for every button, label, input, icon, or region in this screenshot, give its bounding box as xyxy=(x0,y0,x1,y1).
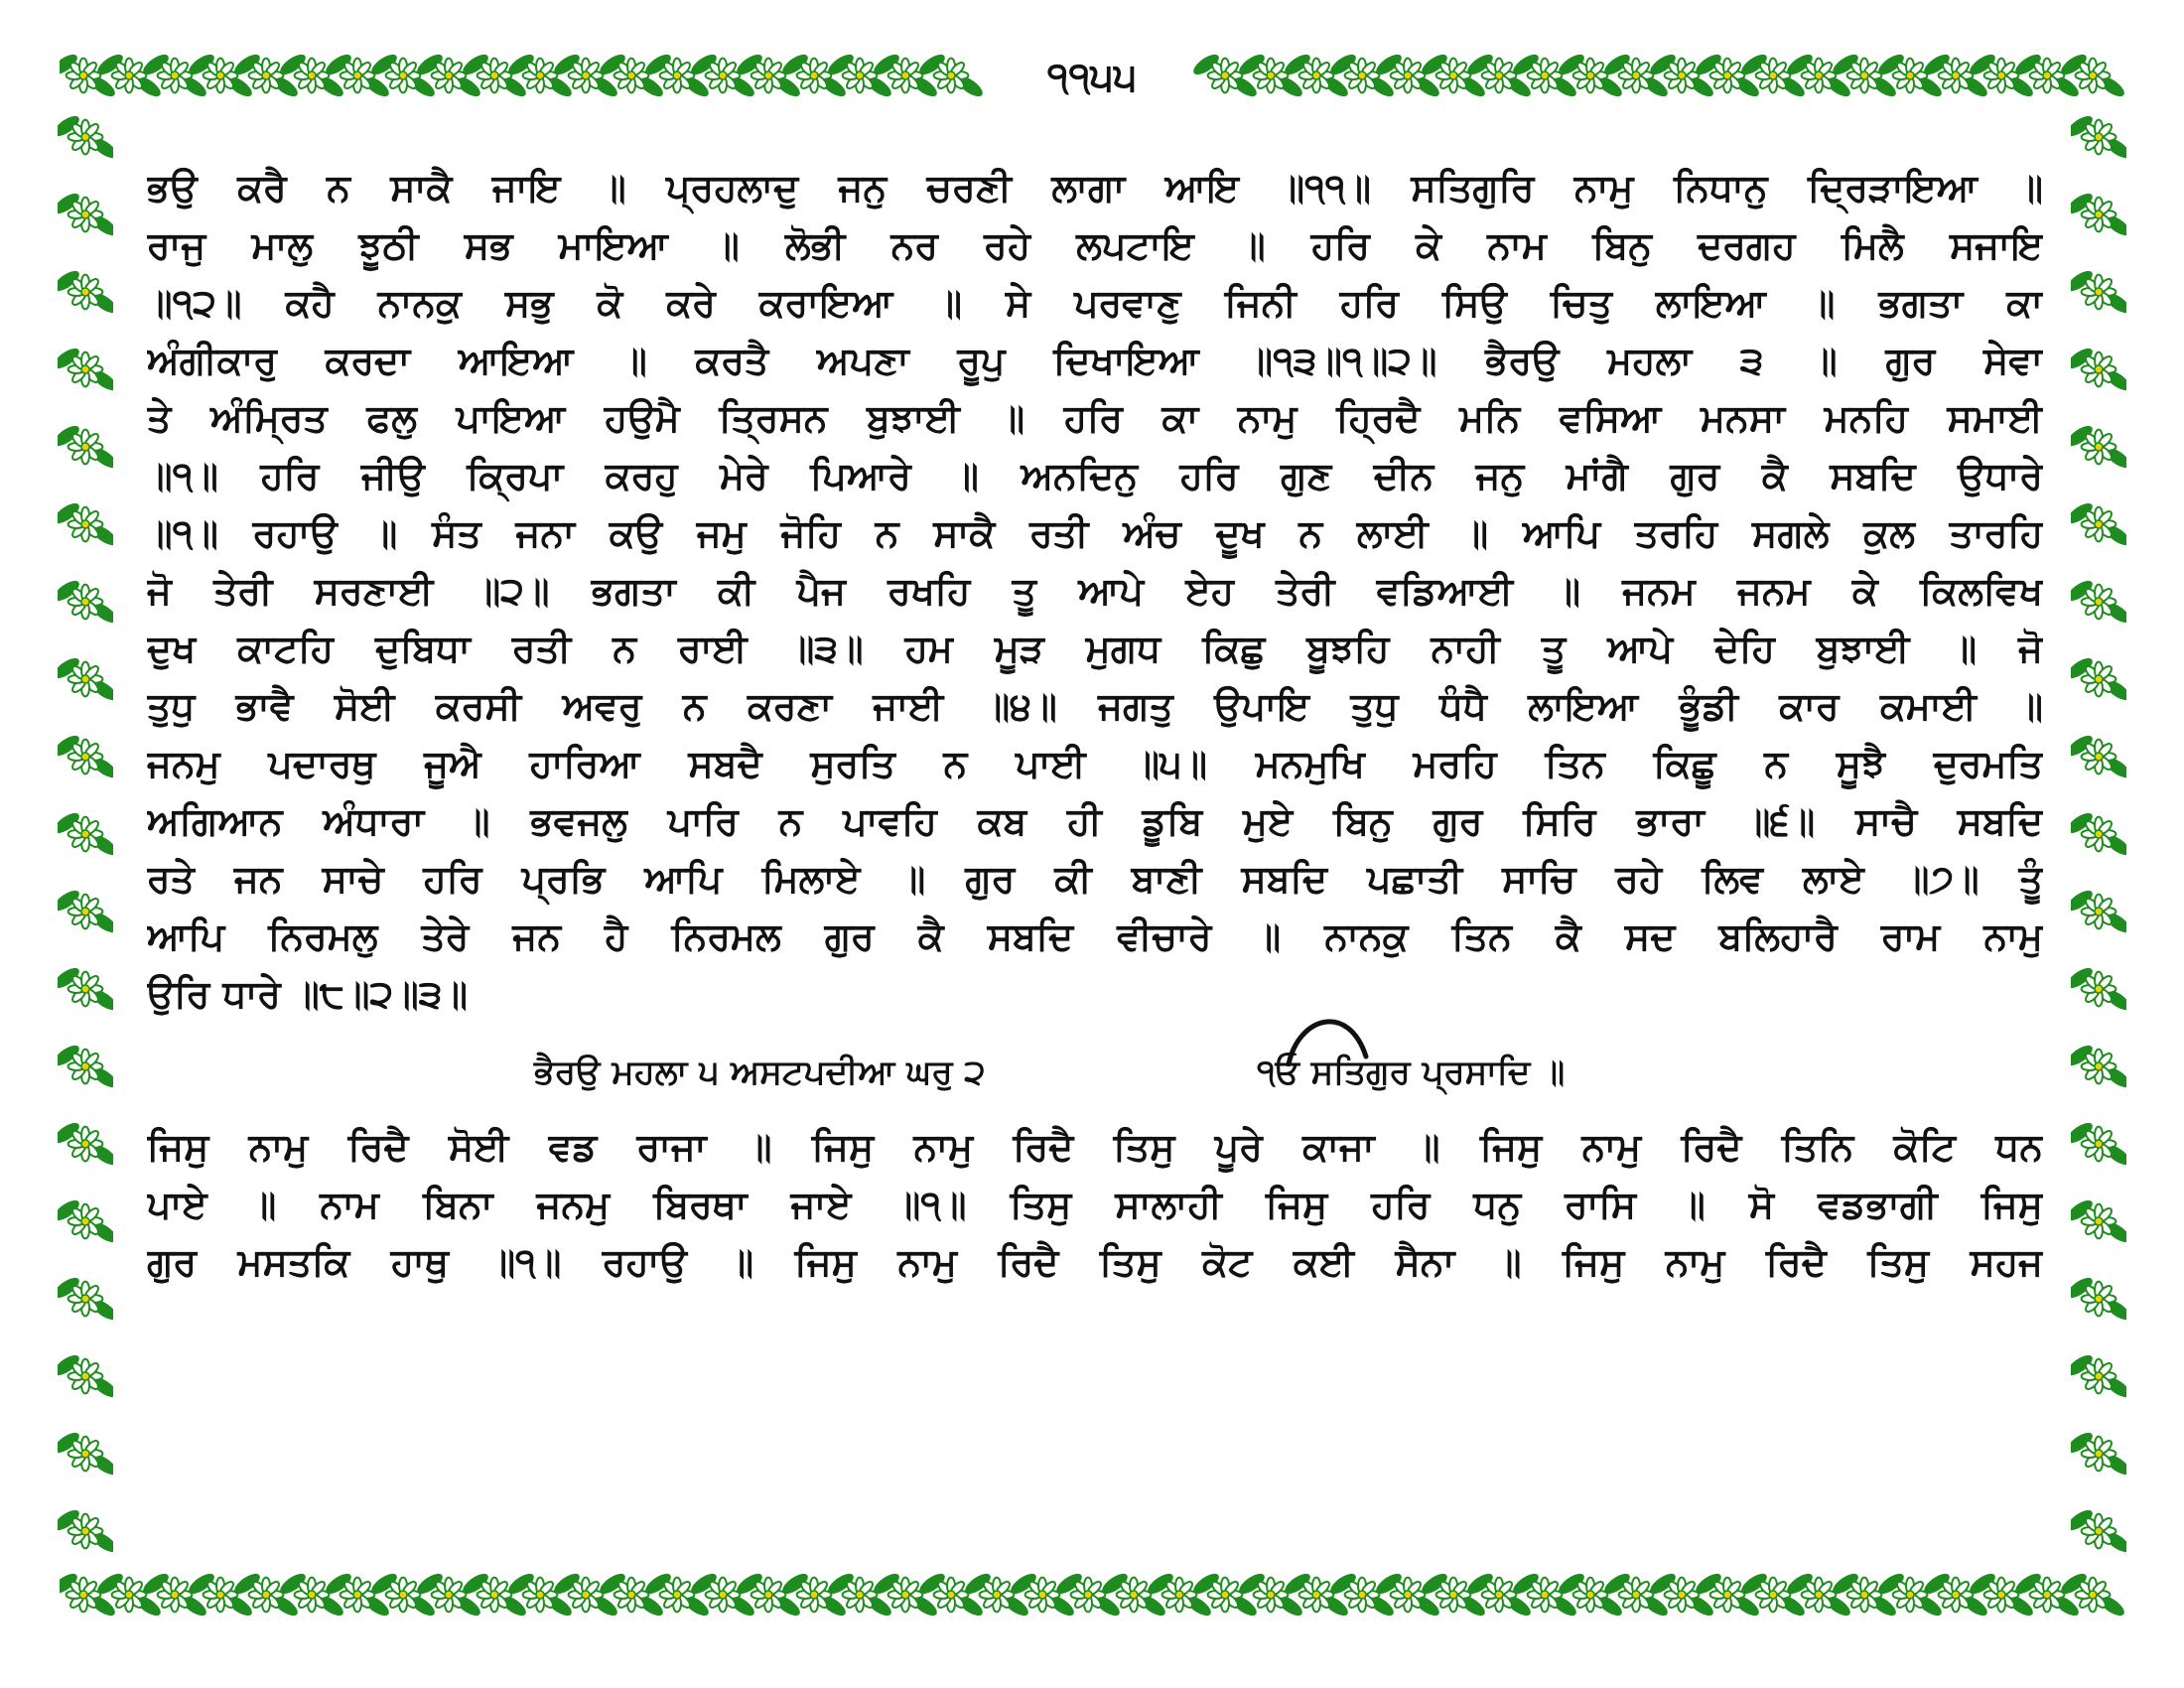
flower-ornament-icon xyxy=(58,1351,113,1401)
flower-ornament-icon xyxy=(58,577,113,627)
flower-ornament-icon xyxy=(58,1196,113,1246)
flower-ornament-icon xyxy=(2071,422,2126,472)
text-line: ਜਿਸੁ ਨਾਮੁ ਰਿਦੈ ਸੋਈ ਵਡ ਰਾਜਾ ॥ ਜਿਸੁ ਨਾਮੁ ਰਿਦੈ ਤਿਸੁ ਪੂਰੇ ਕਾਜਾ ॥ ਜਿਸੁ ਨਾਮੁ ਰਿਦੈ ਤਿਨਿ ਕੋਟਿ ਧਨ xyxy=(147,1125,2043,1169)
flower-ornament-icon xyxy=(2071,1506,2126,1556)
flower-ornament-icon xyxy=(2071,654,2126,704)
flower-ornament-icon xyxy=(58,190,113,239)
flower-ornament-icon xyxy=(2071,499,2126,549)
text-line: ਅੰਗੀਕਾਰੁ ਕਰਦਾ ਆਇਆ ॥ ਕਰਤੈ ਅਪਣਾ ਰੂਪੁ ਦਿਖਾਇਆ ॥੧੩॥੧॥੨॥ ਭੈਰਉ ਮਹਲਾ ੩ ॥ ਗੁਰ ਸੇਵਾ xyxy=(147,339,2043,382)
text-line: ਰਾਜੁ ਮਾਲੁ ਝੂਠੀ ਸਭ ਮਾਇਆ ॥ ਲੋਭੀ ਨਰ ਰਹੇ ਲਪਟਾਇ ॥ ਹਰਿ ਕੇ ਨਾਮ ਬਿਨੁ ਦਰਗਹ ਮਿਲੈ ਸਜਾਇ xyxy=(147,223,2043,267)
text-line: ਦੁਖ ਕਾਟਹਿ ਦੁਬਿਧਾ ਰਤੀ ਨ ਰਾਈ ॥੩॥ ਹਮ ਮੂੜ ਮੁਗਧ ਕਿਛੁ ਬੂਝਹਿ ਨਾਹੀ ਤੂ ਆਪੇ ਦੇਹਿ ਬੁਝਾਈ ॥ ਜੋ xyxy=(147,627,2043,670)
flower-ornament-icon xyxy=(58,1506,113,1556)
text-line: ਰਤੇ ਜਨ ਸਾਚੇ ਹਰਿ ਪ੍ਰਭਿ ਆਪਿ ਮਿਲਾਏ ॥ ਗੁਰ ਕੀ ਬਾਣੀ ਸਬਦਿ ਪਛਾਤੀ ਸਾਚਿ ਰਹੇ ਲਿਵ ਲਾਏ ॥੭॥ ਤੂੰ xyxy=(147,857,2043,901)
text-line: ਆਪਿ ਨਿਰਮਲੁ ਤੇਰੇ ਜਨ ਹੈ ਨਿਰਮਲ ਗੁਰ ਕੈ ਸਬਦਿ ਵੀਚਾਰੇ ॥ ਨਾਨਕੁ ਤਿਨ ਕੈ ਸਦ ਬਲਿਹਾਰੈ ਰਾਮ ਨਾਮੁ xyxy=(147,914,2043,958)
bottom-floral-border xyxy=(60,1567,2124,1622)
flower-ornament-icon xyxy=(58,1274,113,1324)
flower-ornament-icon xyxy=(58,499,113,549)
flower-ornament-icon xyxy=(2071,887,2126,936)
flower-ornament-icon xyxy=(58,267,113,317)
flower-ornament-icon xyxy=(58,1429,113,1478)
flower-ornament-icon xyxy=(58,964,113,1014)
text-line: ਪਾਏ ॥ ਨਾਮ ਬਿਨਾ ਜਨਮੁ ਬਿਰਥਾ ਜਾਏ ॥੧॥ ਤਿਸੁ ਸਾਲਾਹੀ ਜਿਸੁ ਹਰਿ ਧਨੁ ਰਾਸਿ ॥ ਸੋ ਵਡਭਾਗੀ ਜਿਸੁ xyxy=(147,1183,2043,1226)
flower-ornament-icon xyxy=(58,887,113,936)
flower-ornament-icon xyxy=(2071,577,2126,627)
text-line: ॥੧੨॥ ਕਹੈ ਨਾਨਕੁ ਸਭੁ ਕੋ ਕਰੇ ਕਰਾਇਆ ॥ ਸੇ ਪਰਵਾਣੁ ਜਿਨੀ ਹਰਿ ਸਿਉ ਚਿਤੁ ਲਾਇਆ ॥ ਭਗਤਾ ਕਾ xyxy=(147,281,2043,325)
flower-ornament-icon xyxy=(2071,1274,2126,1324)
flower-ornament-icon xyxy=(58,732,113,781)
text-line: ਅਗਿਆਨ ਅੰਧਾਰਾ ॥ ਭਵਜਲੁ ਪਾਰਿ ਨ ਪਾਵਹਿ ਕਬ ਹੀ ਡੂਬਿ ਮੁਏ ਬਿਨੁ ਗੁਰ ਸਿਰਿ ਭਾਰਾ ॥੬॥ ਸਾਚੈ ਸਬਦਿ xyxy=(147,799,2043,843)
flower-ornament-icon xyxy=(2071,1429,2126,1478)
text-line: ॥੧॥ ਹਰਿ ਜੀਉ ਕ੍ਰਿਪਾ ਕਰਹੁ ਮੇਰੇ ਪਿਆਰੇ ॥ ਅਨਦਿਨੁ ਹਰਿ ਗੁਣ ਦੀਨ ਜਨੁ ਮਾਂਗੈ ਗੁਰ ਕੈ ਸਬਦਿ ਉਧਾਰੇ xyxy=(147,454,2043,497)
flower-ornament-icon xyxy=(58,345,113,394)
flower-ornament-icon xyxy=(2071,1351,2126,1401)
flower-ornament-icon xyxy=(2071,1042,2126,1091)
flower-ornament-icon xyxy=(2071,809,2126,859)
flower-ornament-icon xyxy=(58,1042,113,1091)
text-line: ਭਉ ਕਰੈ ਨ ਸਾਕੈ ਜਾਇ ॥ ਪ੍ਰਹਲਾਦੁ ਜਨੁ ਚਰਣੀ ਲਾਗਾ ਆਇ ॥੧੧॥ ਸਤਿਗੁਰਿ ਨਾਮੁ ਨਿਧਾਨੁ ਦ੍ਰਿੜਾਇਆ ॥ xyxy=(147,166,2043,210)
scripture-text xyxy=(147,159,2043,1291)
flower-ornament-icon xyxy=(58,809,113,859)
section-heading-title: ਭੈਰਉ ਮਹਲਾ ੫ ਅਸਟਪਦੀਆ ਘਰੁ ੨ xyxy=(534,1053,986,1092)
left-floral-border xyxy=(58,107,113,1567)
flower-ornament-icon xyxy=(2071,345,2126,394)
flower-ornament-icon xyxy=(2071,1119,2126,1169)
flower-ornament-icon xyxy=(2071,190,2126,239)
text-line: ਤੁਧੁ ਭਾਵੈ ਸੋਈ ਕਰਸੀ ਅਵਰੁ ਨ ਕਰਣਾ ਜਾਈ ॥੪॥ ਜਗਤੁ ਉਪਾਇ ਤੁਧੁ ਧੰਧੈ ਲਾਇਆ ਭੂੰਡੀ ਕਾਰ ਕਮਾਈ ॥ xyxy=(147,684,2043,728)
text-line: ਜੋ ਤੇਰੀ ਸਰਣਾਈ ॥੨॥ ਭਗਤਾ ਕੀ ਪੈਜ ਰਖਹਿ ਤੂ ਆਪੇ ਏਹ ਤੇਰੀ ਵਡਿਆਈ ॥ ਜਨਮ ਜਨਮ ਕੇ ਕਿਲਵਿਖ xyxy=(147,569,2043,613)
flower-ornament-icon xyxy=(2071,964,2126,1014)
text-line: ਜਨਮੁ ਪਦਾਰਥੁ ਜੂਐ ਹਾਰਿਆ ਸਬਦੈ ਸੁਰਤਿ ਨ ਪਾਈ ॥੫॥ ਮਨਮੁਖਿ ਮਰਹਿ ਤਿਨ ਕਿਛੂ ਨ ਸੂਝੈ ਦੁਰਮਤਿ xyxy=(147,742,2043,785)
section-heading-invocation: ੧ਓ ਸਤਿਗੁਰ ਪ੍ਰਸਾਦਿ ॥ xyxy=(1257,1053,1566,1092)
flower-ornament-icon xyxy=(58,1119,113,1169)
section-heading xyxy=(147,1035,2043,1110)
flower-ornament-icon xyxy=(58,112,113,162)
flower-ornament-icon xyxy=(1190,51,1260,100)
text-line: ਉਰਿ ਧਾਰੇ ॥੮॥੨॥੩॥ xyxy=(147,972,468,1016)
text-line: ਗੁਰ ਮਸਤਕਿ ਹਾਥੁ ॥੧॥ ਰਹਾਉ ॥ ਜਿਸੁ ਨਾਮੁ ਰਿਦੈ ਤਿਸੁ ਕੋਟ ਕਈ ਸੈਨਾ ॥ ਜਿਸੁ ਨਾਮੁ ਰਿਦੈ ਤਿਸੁ ਸਹਜ xyxy=(147,1240,2043,1284)
flower-ornament-icon xyxy=(2071,1196,2126,1246)
flower-ornament-icon xyxy=(2071,732,2126,781)
flower-ornament-icon xyxy=(2071,267,2126,317)
right-floral-border xyxy=(2071,107,2126,1567)
page-number: ੧੧੫੫ xyxy=(1003,56,1181,99)
flower-ornament-icon xyxy=(58,422,113,472)
text-line: ॥੧॥ ਰਹਾਉ ॥ ਸੰਤ ਜਨਾ ਕਉ ਜਮੁ ਜੋਹਿ ਨ ਸਾਕੈ ਰਤੀ ਅੰਚ ਦੂਖ ਨ ਲਾਈ ॥ ਆਪਿ ਤਰਹਿ ਸਗਲੇ ਕੁਲ ਤਾਰਹਿ xyxy=(147,511,2043,555)
text-line: ਤੇ ਅੰਮ੍ਰਿਤ ਫਲੁ ਪਾਇਆ ਹਉਮੈ ਤ੍ਰਿਸਨ ਬੁਝਾਈ ॥ ਹਰਿ ਕਾ ਨਾਮੁ ਹ੍ਰਿਦੈ ਮਨਿ ਵਸਿਆ ਮਨਸਾ ਮਨਹਿ ਸਮਾਈ xyxy=(147,396,2043,440)
flower-ornament-icon xyxy=(2071,112,2126,162)
flower-ornament-icon xyxy=(58,654,113,704)
